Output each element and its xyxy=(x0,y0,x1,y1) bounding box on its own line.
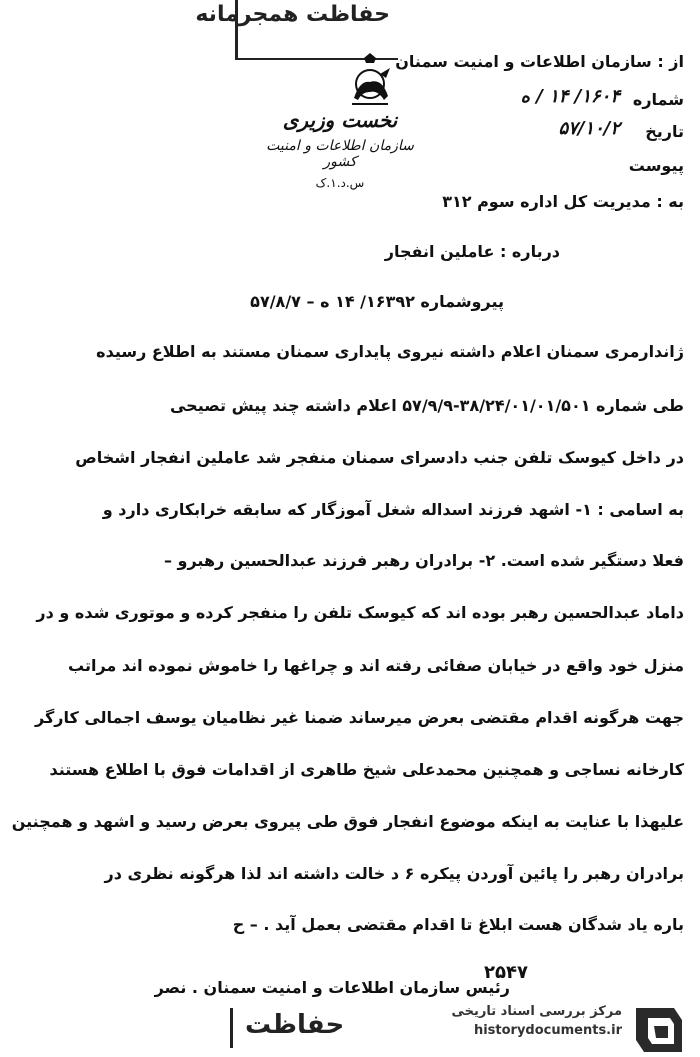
header-subject: درباره : عاملین انفجار xyxy=(384,242,560,261)
letterhead-code: س.د.۱.ک xyxy=(315,176,365,190)
bottom-stamp xyxy=(230,1008,433,1048)
header-number-label: شماره xyxy=(632,90,684,109)
header-from: از : سازمان اطلاعات و امنیت سمنان xyxy=(395,52,684,71)
classification-stamp-text: حفاظت همجرمانه xyxy=(195,2,390,27)
letterhead-title: نخست وزیری xyxy=(282,108,398,132)
body-line: علیهذا با عنایت به اینکه موضوع انفجار فوق طی پیروی بعرض رسید و اشهد و همچنین xyxy=(11,812,684,831)
body-line: در داخل کیوسک تلفن جنب دادسرای سمنان منفجر شد عاملین انفجار اشخاص xyxy=(75,448,684,467)
letterhead-organization: سازمان اطلاعات و امنیت کشور xyxy=(266,138,414,170)
body-line: جهت هرگونه اقدام مقتضی بعرض میرساند ضمنا غیر نظامیان یوسف اجمالی کارگر xyxy=(34,708,684,727)
header-date-label: تاریخ xyxy=(645,122,684,141)
header-date-value: ۵۷/۱۰/۲ xyxy=(558,118,620,139)
watermark xyxy=(452,1004,623,1038)
watermark-name: مرکز بررسی اسناد تاریخی xyxy=(451,1004,622,1019)
body-line: فعلا دستگیر شده است. ۲- برادران رهبر فرزند عبدالحسین رهبرو – xyxy=(163,551,684,570)
archive-logo-icon xyxy=(630,1004,686,1056)
header-attachment-label: پیوست xyxy=(628,156,684,175)
header-number-value: ۱۶۰۴/ ۱۴ / ه xyxy=(520,86,620,107)
body-line: کارخانه نساجی و همچنین محمدعلی شیخ طاهری از اقدامات فوق با اطلاع هستند xyxy=(49,760,684,779)
bottom-stamp-text: حفاظت xyxy=(245,1010,345,1040)
reference-line: پیروشماره ۱۶۳۹۲/ ۱۴ ه – ۵۷/۸/۷ xyxy=(250,292,504,311)
classification-stamp xyxy=(195,0,398,60)
header-to: به : مدیریت کل اداره سوم ۳۱۲ xyxy=(442,192,684,211)
body-line: ژاندارمری سمنان اعلام داشته نیروی پایداری سمنان مستند به اطلاع رسیده xyxy=(96,342,684,361)
lion-and-sun-emblem-icon xyxy=(340,52,400,112)
watermark-url: historydocuments.ir xyxy=(473,1023,622,1038)
body-line: منزل خود واقع در خیابان صفائی رفته اند و چراغها را خاموش نموده اند مراتب xyxy=(68,656,684,675)
body-line: به اسامی : ۱- اشهد فرزند اسداله شغل آموزگار که سابقه خرابکاری دارد و xyxy=(102,500,684,519)
body-line: برادران رهبر را پائین آوردن پیکره ۶ د خالت داشته اند لذا هرگونه نظری در xyxy=(104,864,684,883)
body-line: داماد عبدالحسین رهبر بوده اند که کیوسک تلفن را منفجر کرده و موتوری شده و در xyxy=(36,603,684,622)
handwritten-number: ۲۵۴۷ xyxy=(484,962,528,983)
body-line: طی شماره ۳۸/۲۴/۰۱/۰۱/۵۰۱-۵۷/۹/۹ اعلام داشته چند پیش تصیحی xyxy=(169,396,684,415)
letterhead xyxy=(255,108,425,190)
signature-line: رئیس سازمان اطلاعات و امنیت سمنان . نصر xyxy=(154,978,510,997)
body-line: باره یاد شدگان هست ابلاغ تا اقدام مقتضی بعمل آید . – ح xyxy=(232,915,684,934)
